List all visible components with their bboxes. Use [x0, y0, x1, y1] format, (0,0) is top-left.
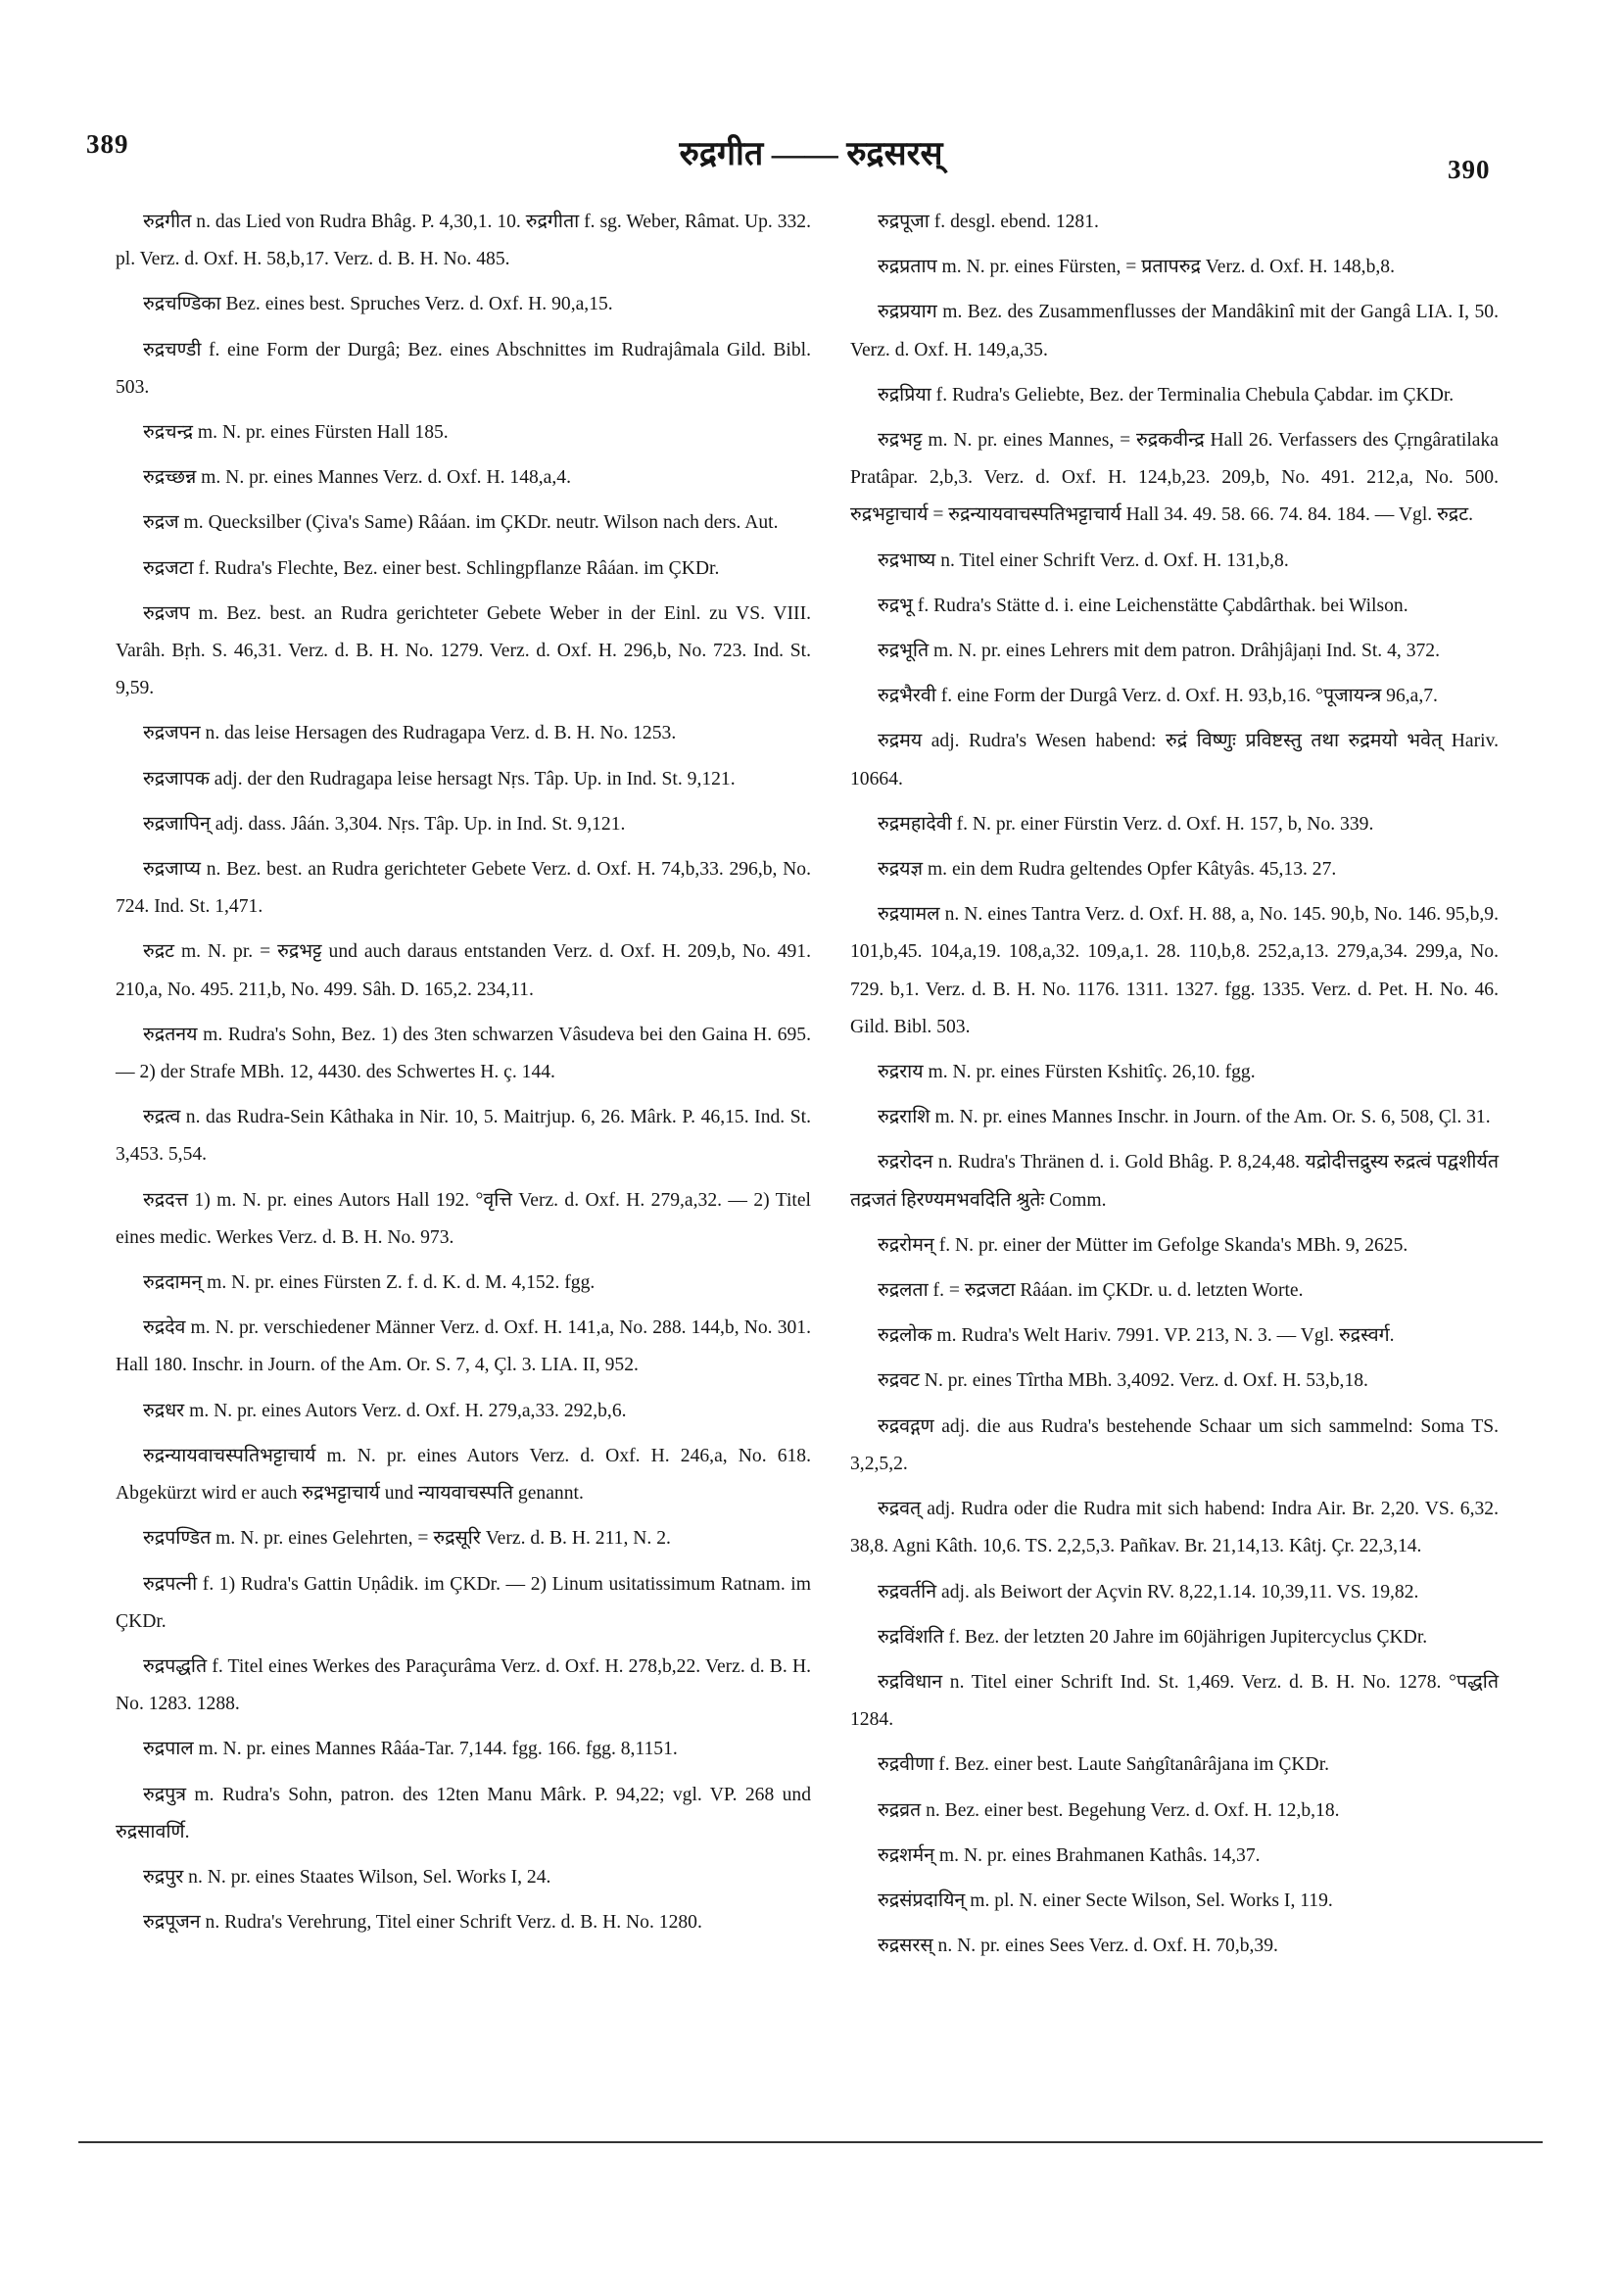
dictionary-entry: रुद्रमहादेवी f. N. pr. einer Fürstin Verz. d. Oxf. H. 157, b, No. 339. [878, 813, 1374, 835]
dictionary-entry: रुद्रवीणा f. Bez. einer best. Laute Saṅgîtanârâjana im ÇKDr. [878, 1754, 1330, 1776]
dictionary-entry: रुद्रभट्ट m. N. pr. eines Mannes, = रुद्रकवीन्द्र Hall 26. Verfassers des Çṛngâratilaka Pratâpar. 2,b,3. Verz. d. Oxf. H. 124,b,23. 209,b, No. 491. 212,a, No. 500. रुद्रभट्टाचार्य = रुद्रन्यायवाचस्पतिभट्टाचार्य Hall 34. 49. 58. 66. 74. 84. 184. — Vgl. रुद्रट. [850, 430, 1499, 526]
dictionary-entry: रुद्रपुत्र m. Rudra's Sohn, patron. des 12ten Manu Mârk. P. 94,22; vgl. VP. 268 und रुद्रसावर्णि. [116, 1784, 811, 1842]
dictionary-entry: रुद्रचण्डी f. eine Form der Durgâ; Bez. eines Abschnittes im Rudrajâmala Gild. Bibl. 503. [116, 339, 811, 398]
dictionary-entry: रुद्रच्छन्न m. N. pr. eines Mannes Verz. d. Oxf. H. 148,a,4. [143, 467, 571, 489]
dictionary-entry: रुद्रपत्नी f. 1) Rudra's Gattin Uṇâdik. im ÇKDr. — 2) Linum usitatissimum Ratnam. im ÇKDr. [116, 1573, 811, 1632]
dictionary-entry: रुद्रजटा f. Rudra's Flechte, Bez. einer best. Schlingpflanze Râáan. im ÇKDr. [143, 557, 720, 579]
dictionary-entry: रुद्रराशि m. N. pr. eines Mannes Inschr. in Journ. of the Am. Or. S. 6, 508, Çl. 31. [878, 1107, 1491, 1128]
dictionary-entry: रुद्रजापिन् adj. dass. Jâán. 3,304. Nṛs. Tâp. Up. in Ind. St. 9,121. [143, 813, 626, 835]
dictionary-entry: रुद्रगीत n. das Lied von Rudra Bhâg. P. 4,30,1. 10. रुद्रगीता f. sg. Weber, Râmat. Up. 332. pl. Verz. d. Oxf. H. 58,b,17. Verz. d. B. H. No. 485. [116, 212, 811, 270]
dictionary-entry: रुद्रभूति m. N. pr. eines Lehrers mit dem patron. Drâhjâjaṇi Ind. St. 4, 372. [878, 641, 1440, 662]
dictionary-entry: रुद्रपुर n. N. pr. eines Staates Wilson, Sel. Works I, 24. [143, 1866, 551, 1888]
dictionary-entry: रुद्रचन्द्र m. N. pr. eines Fürsten Hall 185. [143, 422, 449, 444]
dictionary-entry: रुद्रत्व n. das Rudra-Sein Kâthaka in Nir. 10, 5. Maitrjup. 6, 26. Mârk. P. 46,15. Ind. St. 3,453. 5,54. [116, 1107, 811, 1166]
dictionary-entry: रुद्रपण्डित m. N. pr. eines Gelehrten, = रुद्रसूरि Verz. d. B. H. 211, N. 2. [143, 1528, 671, 1550]
dictionary-entry: रुद्रवर्तनि adj. als Beiwort der Açvin RV. 8,22,1.14. 10,39,11. VS. 19,82. [878, 1581, 1419, 1602]
dictionary-entry: रुद्रलोक m. Rudra's Welt Hariv. 7991. VP. 213, N. 3. — Vgl. रुद्रस्वर्ग. [878, 1325, 1395, 1347]
page-number-right: 390 [1448, 155, 1491, 184]
dictionary-entry: रुद्रपूजा f. desgl. ebend. 1281. [878, 212, 1099, 232]
dictionary-entry: रुद्रप्रयाग m. Bez. des Zusammenflusses der Mandâkinî mit der Gangâ LIA. I, 50. Verz. d. Oxf. H. 149,a,35. [850, 302, 1499, 360]
dictionary-entry: रुद्रविंशति f. Bez. der letzten 20 Jahre im 60jährigen Jupitercyclus ÇKDr. [878, 1626, 1428, 1648]
dictionary-entry: रुद्रभू f. Rudra's Stätte d. i. eine Leichenstätte Çabdârthak. bei Wilson. [878, 595, 1408, 616]
dictionary-entry: रुद्रजाप्य n. Bez. best. an Rudra gerichteter Gebete Verz. d. Oxf. H. 74,b,33. 296,b, No. 724. Ind. St. 1,471. [116, 859, 811, 918]
dictionary-entry: रुद्रज m. Quecksilber (Çiva's Same) Râáan. im ÇKDr. neutr. Wilson nach ders. Aut. [143, 512, 779, 534]
dictionary-entry: रुद्रजापक adj. der den Rudragapa leise hersagt Nṛs. Tâp. Up. in Ind. St. 9,121. [143, 768, 736, 789]
dictionary-entry: रुद्ररोमन् f. N. pr. einer der Mütter im Gefolge Skanda's MBh. 9, 2625. [878, 1234, 1408, 1256]
dictionary-entry: रुद्रवत् adj. Rudra oder die Rudra mit sich habend: Indra Air. Br. 2,20. VS. 6,32. 38,8. Agni Kâth. 10,6. TS. 2,2,5,3. Pañkav. Br. 21,14,13. Kâtj. Çr. 22,3,14. [850, 1499, 1499, 1557]
dictionary-entry: रुद्रभैरवी f. eine Form der Durgâ Verz. d. Oxf. H. 93,b,16. °पूजायन्त्र 96,a,7. [878, 686, 1438, 707]
dictionary-entry: रुद्रवट N. pr. eines Tîrtha MBh. 3,4092. Verz. d. Oxf. H. 53,b,18. [878, 1370, 1368, 1392]
dictionary-entry: रुद्रवद्गण adj. die aus Rudra's bestehende Schaar um sich sammelnd: Soma TS. 3,2,5,2. [850, 1415, 1499, 1474]
dictionary-entry: रुद्रराय m. N. pr. eines Fürsten Kshitîç. 26,10. fgg. [878, 1062, 1256, 1083]
dictionary-entry: रुद्रसरस् n. N. pr. eines Sees Verz. d. Oxf. H. 70,b,39. [878, 1936, 1278, 1957]
right-column [850, 204, 1499, 1973]
dictionary-entry: रुद्रजप m. Bez. best. an Rudra gerichteter Gebete Weber in der Einl. zu VS. VIII. Varâh. Bṛh. S. 46,31. Verz. d. B. H. No. 1279. Verz. d. Oxf. H. 296,b, No. 723. Ind. St. 9,59. [116, 602, 811, 699]
dictionary-entry: रुद्रयामल n. N. eines Tantra Verz. d. Oxf. H. 88, a, No. 145. 90,b, No. 146. 95,b,9. 101,b,45. 104,a,19. 108,a,32. 109,a,1. 28. 110,b,8. 252,a,13. 279,a,34. 299,a, No. 729. b,1. Verz. d. B. H. No. 1176. 1311. 1327. fgg. 1335. Verz. d. Pet. H. No. 46. Gild. Bibl. 503. [850, 904, 1499, 1037]
dictionary-entry: रुद्रपद्धति f. Titel eines Werkes des Paraçurâma Verz. d. Oxf. H. 278,b,22. Verz. d. B. H. No. 1283. 1288. [116, 1655, 811, 1715]
dictionary-entry: रुद्रप्रिया f. Rudra's Geliebte, Bez. der Terminalia Chebula Çabdar. im ÇKDr. [878, 384, 1455, 406]
dictionary-entry: रुद्रचण्डिका Bez. eines best. Spruches Verz. d. Oxf. H. 90,a,15. [143, 294, 613, 315]
dictionary-entry: रुद्रयज्ञ m. ein dem Rudra geltendes Opfer Kâtyâs. 45,13. 27. [878, 859, 1337, 881]
dictionary-entry: रुद्रट m. N. pr. = रुद्रभट्ट und auch daraus entstanden Verz. d. Oxf. H. 209,b, No. 491. 210,a, No. 495. 211,b, No. 499. Sâh. D. 165,2. 234,11. [116, 941, 811, 1000]
dictionary-entry: रुद्रमय adj. Rudra's Wesen habend: रुद्रं विष्णुः प्रविष्टस्तु तथा रुद्रमयो भवेत् Hariv. 10664. [850, 731, 1499, 789]
dictionary-entry: रुद्रदेव m. N. pr. verschiedener Männer Verz. d. Oxf. H. 141,a, No. 288. 144,b, No. 301. Hall 180. Inschr. in Journ. of the Am. Or. S. 7, 4, Çl. 3. LIA. II, 952. [116, 1317, 811, 1376]
left-column [116, 204, 811, 1949]
dictionary-entry: रुद्ररोदन n. Rudra's Thränen d. i. Gold Bhâg. P. 8,24,48. यद्रोदीत्तद्रुस्य रुद्रत्वं पद्वशीर्यत तद्रजतं हिरण्यमभवदिति श्रुतेः Comm. [850, 1152, 1499, 1211]
dictionary-entry: रुद्रशर्मन् m. N. pr. eines Brahmanen Kathâs. 14,37. [878, 1844, 1261, 1866]
dictionary-entry: रुद्रपूजन n. Rudra's Verehrung, Titel einer Schrift Verz. d. B. H. No. 1280. [143, 1912, 702, 1934]
dictionary-entry: रुद्रलता f. = रुद्रजटा Râáan. im ÇKDr. u. d. letzten Worte. [878, 1280, 1304, 1302]
dictionary-entry: रुद्रधर m. N. pr. eines Autors Verz. d. Oxf. H. 279,a,33. 292,b,6. [143, 1400, 627, 1421]
page-number-left: 389 [86, 129, 129, 159]
running-title: रुद्रगीत —— रुद्रसरस् [679, 136, 943, 172]
dictionary-entry: रुद्रसंप्रदायिन् m. pl. N. einer Secte Wilson, Sel. Works I, 119. [878, 1889, 1333, 1911]
dictionary-entry: रुद्रपाल m. N. pr. eines Mannes Râáa-Tar. 7,144. fgg. 166. fgg. 8,1151. [143, 1739, 678, 1760]
dictionary-entry: रुद्रतनय m. Rudra's Sohn, Bez. 1) des 3ten schwarzen Vâsudeva bei den Gaina H. 695. — 2) der Strafe MBh. 12, 4430. des Schwertes H. ç. 144. [116, 1024, 811, 1083]
dictionary-entry: रुद्रप्रताप m. N. pr. eines Fürsten, = प्रतापरुद्र Verz. d. Oxf. H. 148,b,8. [878, 257, 1395, 278]
dictionary-entry: रुद्रजपन n. das leise Hersagen des Rudragapa Verz. d. B. H. No. 1253. [143, 723, 677, 744]
dictionary-entry: रुद्रव्रत n. Bez. einer best. Begehung Verz. d. Oxf. H. 12,b,18. [878, 1799, 1340, 1821]
footer-rule [78, 2141, 1543, 2143]
dictionary-entry: रुद्रदत्त 1) m. N. pr. eines Autors Hall 192. °वृत्ति Verz. d. Oxf. H. 279,a,32. — 2) Titel eines medic. Werkes Verz. d. B. H. No. 973. [116, 1189, 811, 1248]
dictionary-entry: रुद्रविधान n. Titel einer Schrift Ind. St. 1,469. Verz. d. B. H. No. 1278. °पद्धति 1284. [850, 1671, 1499, 1731]
dictionary-entry: रुद्रदामन् m. N. pr. eines Fürsten Z. f. d. K. d. M. 4,152. fgg. [143, 1272, 596, 1294]
dictionary-entry: रुद्रन्यायवाचस्पतिभट्टाचार्य m. N. pr. eines Autors Verz. d. Oxf. H. 246,a, No. 618. Abgekürzt wird er auch रुद्रभट्टाचार्य und न्यायवाचस्पति genannt. [116, 1445, 811, 1505]
dictionary-entry: रुद्रभाष्य n. Titel einer Schrift Verz. d. Oxf. H. 131,b,8. [878, 550, 1289, 571]
